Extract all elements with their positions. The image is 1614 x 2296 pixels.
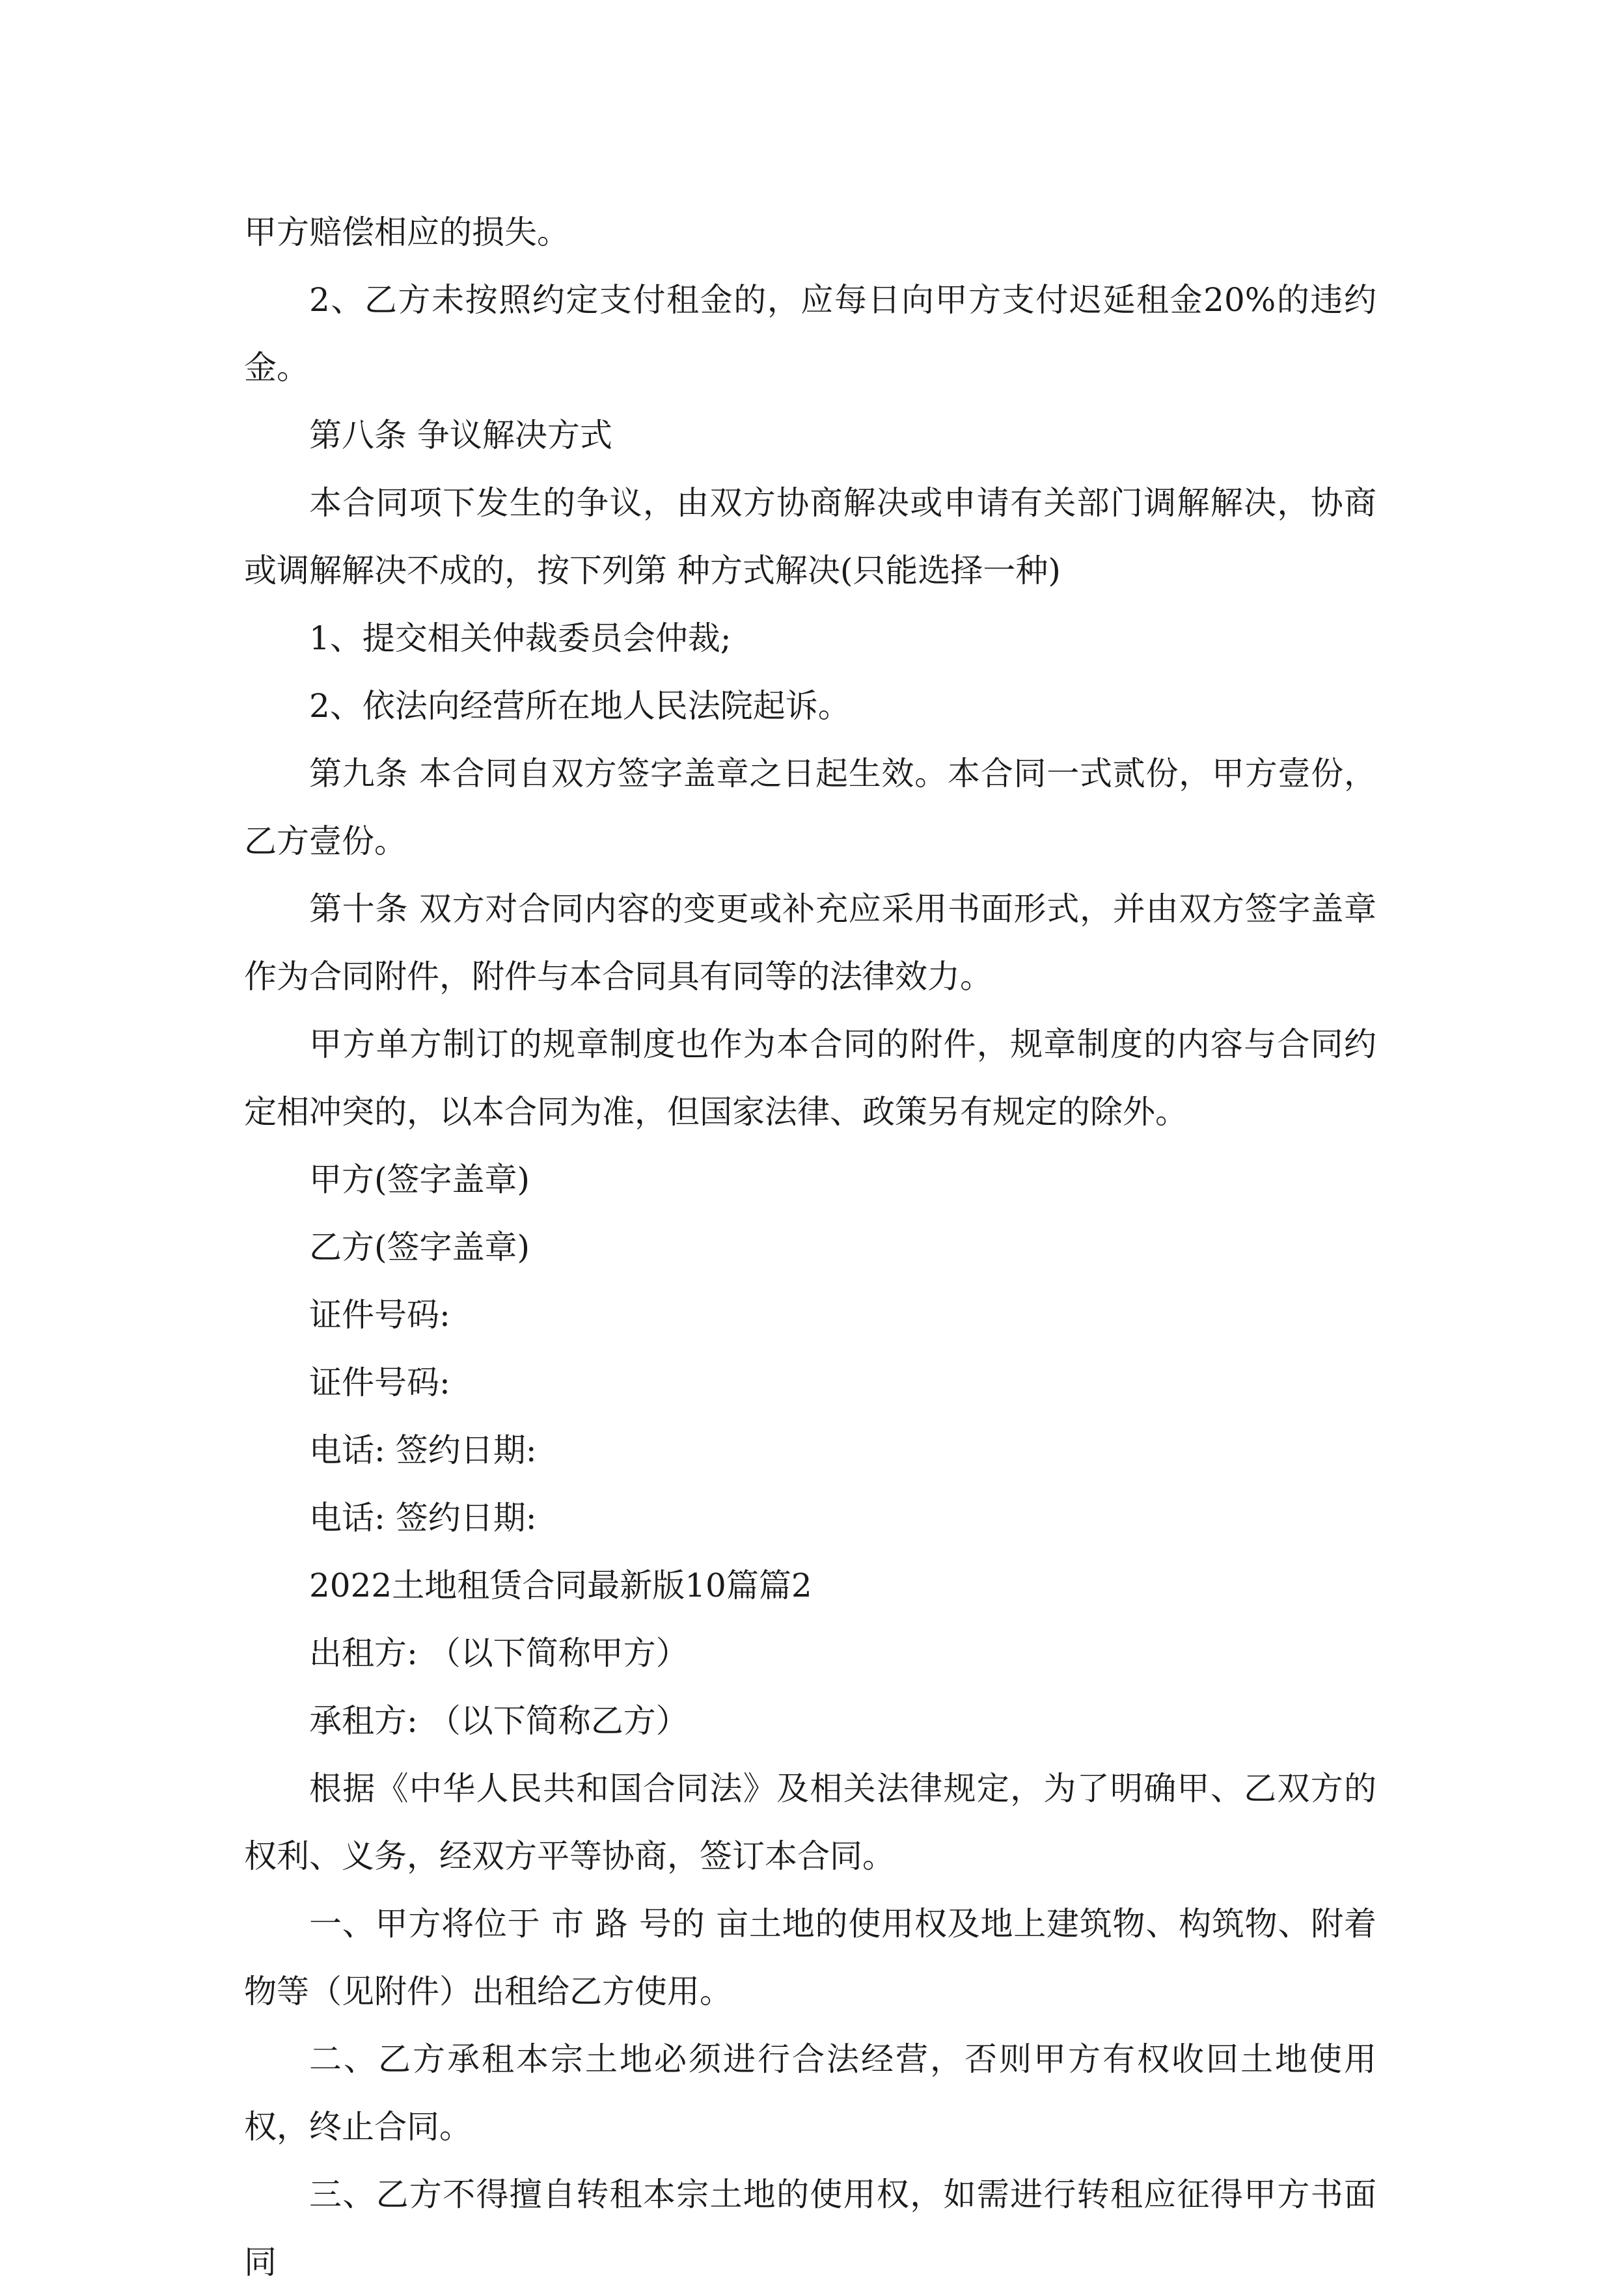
paragraph: 根据《中华人民共和国合同法》及相关法律规定，为了明确甲、乙双方的权利、义务，经双方平等协商，签订本合同。 [244,1770,1376,1875]
clause: 三、乙方不得擅自转租本宗土地的使用权，如需进行转租应征得甲方书面同 [244,2176,1376,2281]
id-number-line: 证件号码: [309,1364,450,1401]
paragraph: 2、乙方未按照约定支付租金的，应每日向甲方支付迟延租金20%的违约金。 [244,281,1376,386]
document-subtitle: 2022土地租赁合同最新版10篇篇2 [309,1567,812,1604]
signature-line: 甲方(签字盖章) [309,1161,530,1198]
section-heading: 第八条 争议解决方式 [309,416,612,454]
clause: 二、乙方承租本宗土地必须进行合法经营，否则甲方有权收回土地使用权，终止合同。 [244,2040,1376,2146]
paragraph: 甲方单方制订的规章制度也作为本合同的附件，规章制度的内容与合同约定相冲突的，以本合同为准，但国家法律、政策另有规定的除外。 [244,1025,1376,1131]
clause: 一、甲方将位于 市 路 号的 亩土地的使用权及地上建筑物、构筑物、附着物等（见附件）出租给乙方使用。 [244,1905,1376,2010]
paragraph: 甲方赔偿相应的损失。 [244,213,569,251]
id-number-line: 证件号码: [309,1296,450,1334]
phone-date-line: 电话: 签约日期: [309,1499,537,1537]
list-item: 1、提交相关仲裁委员会仲裁; [309,619,732,657]
party-line: 承租方: （以下简称乙方） [309,1702,689,1740]
list-item: 2、依法向经营所在地人民法院起诉。 [309,687,851,725]
paragraph: 第十条 双方对合同内容的变更或补充应采用书面形式，并由双方签字盖章作为合同附件，附件与本合同具有同等的法律效力。 [244,890,1376,995]
paragraph: 第九条 本合同自双方签字盖章之日起生效。本合同一式贰份，甲方壹份，乙方壹份。 [244,755,1376,860]
party-line: 出租方: （以下简称甲方） [309,1634,689,1672]
phone-date-line: 电话: 签约日期: [309,1431,537,1469]
signature-line: 乙方(签字盖章) [309,1228,530,1266]
paragraph: 本合同项下发生的争议，由双方协商解决或申请有关部门调解解决，协商或调解解决不成的，按下列第 种方式解决(只能选择一种) [244,484,1376,589]
document-body [244,198,1376,2296]
